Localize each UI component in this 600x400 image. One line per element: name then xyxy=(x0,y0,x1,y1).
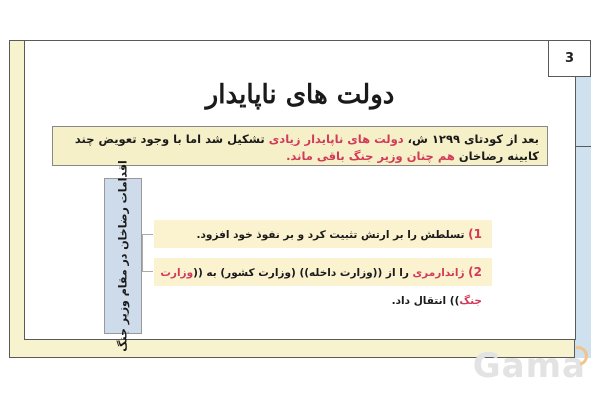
bracket-connector xyxy=(142,234,153,272)
intro-text-2: تشکیل شد اما با وجود تعویض چند کابینه رضاخان xyxy=(74,132,539,163)
item-highlight: ژاندارمری xyxy=(412,267,465,279)
slide-title: دولت های ناپایدار xyxy=(205,80,395,110)
intro-highlight-2: هم چنان وزیر جنگ باقی ماند. xyxy=(286,149,455,163)
side-label-box xyxy=(104,160,142,352)
item-text: را از ((وزارت داخله)) (وزارت کشور) به (( xyxy=(193,267,413,279)
list-item xyxy=(154,258,492,307)
watermark-logo: Gama xyxy=(472,346,586,386)
item-number: 2) xyxy=(468,265,482,279)
slide-number: 3 xyxy=(548,40,591,77)
item-text: )) انتقال داد. xyxy=(391,295,460,307)
list-item xyxy=(154,220,492,248)
item-highlight: وزارت جنگ xyxy=(160,267,482,307)
item-number: 1) xyxy=(468,227,482,241)
intro-text-1: بعد از کودتای ۱۲۹۹ ش، xyxy=(403,132,539,146)
intro-highlight-1: دولت های ناپایدار زیادی xyxy=(268,132,404,146)
side-label-text: اقدامات رضاخان در مقام وزیر جنگ xyxy=(116,160,130,352)
side-divider xyxy=(576,77,591,147)
item-text: تسلطش را بر ارتش تثبیت کرد و بر نفوذ خود افزود. xyxy=(196,229,469,241)
